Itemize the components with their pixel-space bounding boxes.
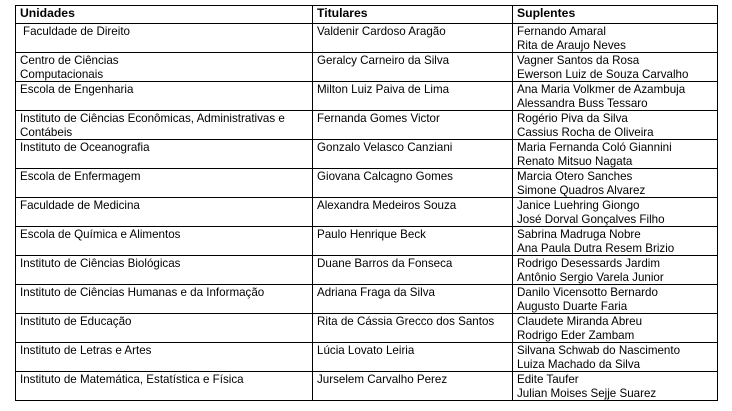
unit-cell [16,53,313,82]
table-row [16,256,718,285]
table-row [16,53,718,82]
unit-cell [16,24,313,53]
table-row [16,198,718,227]
substitute-name: Rodrigo Desessards Jardim [517,257,661,270]
unit-cell [16,169,313,198]
unit-name-line: Instituto de Letras e Artes [20,344,152,357]
unit-name-line: Escola de Química e Alimentos [20,228,181,241]
substitutes-cell [513,140,718,169]
unit-name-line: Instituto de Oceanografia [20,141,150,154]
substitutes-cell [513,256,718,285]
substitutes-cell [513,169,718,198]
unit-cell [16,82,313,111]
holder-cell: Lúcia Lovato Leiria [313,343,513,372]
unit-cell [16,140,313,169]
table-row [16,140,718,169]
holder-cell: Milton Luiz Paiva de Lima [313,82,513,111]
unit-cell [16,256,313,285]
substitute-name: Silvana Schwab do Nascimento [517,344,681,357]
substitutes-cell [513,111,718,140]
substitute-name: Danilo Vicensotto Bernardo [517,286,658,299]
table-row [16,24,718,53]
holder-cell: Rita de Cássia Grecco dos Santos [313,314,513,343]
header-units: Unidades [16,6,313,24]
holder-cell: Geralcy Carneiro da Silva [313,53,513,82]
substitute-name: Augusto Duarte Faria [517,299,628,313]
substitute-name: Maria Fernanda Coló Giannini [517,141,672,154]
unit-cell [16,285,313,314]
substitutes-cell [513,372,718,401]
substitutes-cell [513,24,718,53]
table-row [16,372,718,401]
holder-cell: Fernanda Gomes Victor [313,111,513,140]
substitute-name: Ana Paula Dutra Resem Brizio [517,241,675,255]
holder-cell: Adriana Fraga da Silva [313,285,513,314]
unit-cell [16,314,313,343]
substitute-name: Cassius Rocha de Oliveira [517,125,654,139]
substitute-name: Marcia Otero Sanches [517,170,633,183]
substitute-name: Vagner Santos da Rosa [517,54,640,67]
substitute-name: Alessandra Buss Tessaro [517,96,648,110]
substitute-name: Claudete Miranda Abreu [517,315,643,328]
unit-name-line: Computacionais [20,67,104,81]
holder-cell: Duane Barros da Fonseca [313,256,513,285]
substitute-name: José Dorval Gonçalves Filho [517,212,665,226]
substitute-name: Ana Maria Volkmer de Azambuja [517,83,686,96]
substitutes-cell [513,198,718,227]
unit-name-line: Instituto de Ciências Humanas e da Informação [20,286,265,299]
unit-cell [16,372,313,401]
unit-name-line: Instituto de Educação [20,315,132,328]
header-substitutes: Suplentes [513,6,718,24]
substitute-name: Julian Moises Sejje Suarez [517,386,657,400]
substitute-name: Simone Quadros Alvarez [517,183,646,197]
unit-name-line: Instituto de Ciências Biológicas [20,257,181,270]
unit-name-line: Escola de Enfermagem [20,170,141,183]
unit-cell [16,227,313,256]
holder-cell: Jurselem Carvalho Perez [313,372,513,401]
substitute-name: Fernando Amaral [517,25,606,38]
holder-cell: Gonzalo Velasco Canziani [313,140,513,169]
substitutes-cell [513,227,718,256]
table-row [16,227,718,256]
unit-name-line: Faculdade de Medicina [20,199,140,212]
table-row [16,169,718,198]
substitute-name: Rogério Piva da Silva [517,112,628,125]
substitutes-cell [513,82,718,111]
header-row [16,6,718,24]
units-table [15,5,718,401]
substitute-name: Edite Taufer [517,373,579,386]
unit-cell [16,343,313,372]
header-holders: Titulares [313,6,513,24]
holder-cell: Paulo Henrique Beck [313,227,513,256]
holder-cell: Valdenir Cardoso Aragão [313,24,513,53]
unit-cell [16,198,313,227]
substitute-name: Antônio Sergio Varela Junior [517,270,664,284]
substitutes-cell [513,314,718,343]
substitute-name: Luiza Machado da Silva [517,357,641,371]
unit-name-line: Instituto de Matemática, Estatística e Física [20,373,244,386]
substitute-name: Renato Mitsuo Nagata [517,154,633,168]
substitutes-cell [513,53,718,82]
substitute-name: Rodrigo Eder Zambam [517,328,635,342]
unit-name-line: Contábeis [20,125,73,139]
substitute-name: Janice Luehring Giongo [517,199,640,212]
substitutes-cell [513,343,718,372]
holder-cell: Giovana Calcagno Gomes [313,169,513,198]
unit-name-line: Escola de Engenharia [20,83,134,96]
substitute-name: Sabrina Madruga Nobre [517,228,641,241]
unit-name-line: Faculdade de Direito [23,25,130,38]
substitutes-cell [513,285,718,314]
unit-cell [16,111,313,140]
table-row [16,285,718,314]
substitute-name: Rita de Araujo Neves [517,38,626,52]
table-row [16,314,718,343]
unit-name-line: Centro de Ciências [20,54,119,67]
substitute-name: Ewerson Luiz de Souza Carvalho [517,67,689,81]
table-row [16,343,718,372]
holder-cell: Alexandra Medeiros Souza [313,198,513,227]
table-row [16,82,718,111]
unit-name-line: Instituto de Ciências Econômicas, Administrativas e [20,112,285,125]
table-row [16,111,718,140]
